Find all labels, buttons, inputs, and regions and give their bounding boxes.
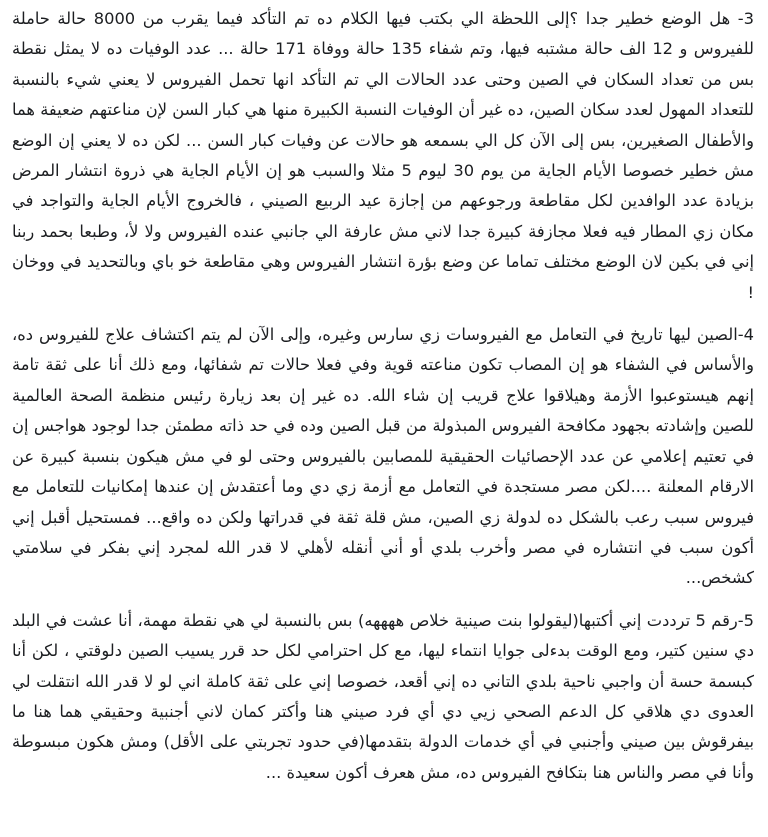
post-paragraph-3: 3- هل الوضع خطير جدا ؟إلى اللحظة الي بكتب فيها الكلام ده تم التأكد فيما يقرب من 8000 حالة حاملة للفيروس و 12 الف حالة مشتبه فيها، وتم شفاء 135 حالة ووفاة 171 حالة ... عدد الوفيات ده لا يمثل نقطة بس من تعداد السكان في الصين وحتى عدد الحالات الي تم التأكد انها تحمل الفيروس لا يعني شيء بالنسبة للتعداد المهول لعدد سكان الصين، ده غير أن الوفيات النسبة الكبيرة منها هي كبار السن لإن مناعتهم ضعيفة هما والأطفال الصغيرين، بس إلى الآن كل الي بسمعه هو حالات عن وفيات كبار السن ... لكن ده لا يعني إن الوضع مش خطير خصوصا الأيام الجاية من يوم 30 ليوم 5 مثلا والسبب هو إن الأيام الجاية هي ذروة انتشار المرض بزيادة عدد الوافدين لكل مقاطعة ورجوعهم من إجازة عيد الربيع الصيني ، فالخروج الأيام الجاية والتواجد في مكان زي المطار فيه فعلا مجازفة كبيرة جدا لاني مش عارفة الي جانبي عنده الفيروس ولا لأ، وطبعا بحمد ربنا إني في بكين لان الوضع مختلف تماما عن وضع بؤرة انتشار الفيروس وهي مقاطعة خو باي وبالتحديد في ووخان ! [12,9,755,302]
post-paragraph-4: 4-الصين ليها تاريخ في التعامل مع الفيروسات زي سارس وغيره، وإلى الآن لم يتم اكتشاف علاج للفيروس ده، والأساس في الشفاء هو إن المصاب تكون مناعته قوية وفي فعلا حالات تم شفائها، ومع ذلك أنا على ثقة تامة إنهم هيستوعبوا الأزمة وهيلاقوا علاج قريب إن شاء الله. ده غير إن بعد زيارة رئيس منظمة الصحة العالمية للصين وإشادته بجهود مكافحة الفيروس المبذولة من قبل الصين وده في حد ذاته مطمئن جدا لوجود هواجس إن في تعتيم إعلامي عن عدد الإحصائيات الحقيقية للمصابين بالفيروس وحتى لو في مش هيكون بنسبة كبيرة عن الارقام المعلنة ....لكن مصر مستجدة في التعامل مع أزمة زي دي وما أعتقدش إن عندها إمكانيات للتعامل مع فيروس سبب رعب بالشكل ده لدولة زي الصين، مش قلة ثقة في قدراتها ولكن ده واقع... فمستحيل أقبل إني أكون سبب في انتشاره في مصر وأخرب بلدي أو أني أنقله لأهلي لا قدر الله لمجرد إني بفكر في سلامتي كشخص... [12,325,754,588]
post-paragraph-5: 5-رقم 5 ترددت إني أكتبها(ليقولوا بنت صينية خلاص ههههه) بس بالنسبة لي هي نقطة مهمة، أنا عشت في البلد دي سنين كتير، ومع الوقت بدءلى جوايا انتماء ليها، مع كل احترامي لكل حد قرر يسيب الصين دلوقتي ، لكن أنا كبسمة حسة أن واجبي ناحية بلدي التاني ده إني أقعد، خصوصا إني على ثقة كاملة اني لو لا قدر الله انتقلت لي العدوى دي هلاقي كل الدعم الصحي زيي دي أي فرد صيني هنا وأكتر كمان لاني أجنبية وحقيقي هما هنا ما بيفرقوش بين صيني وأجنبي في أي خدمات الدولة بتقدمها(في حدود تجربتي على الأقل) ومش هكون مبسوطة وأنا في مصر والناس هنا بتكافح الفيروس ده، مش هعرف أكون سعيدة ... [12,610,754,782]
